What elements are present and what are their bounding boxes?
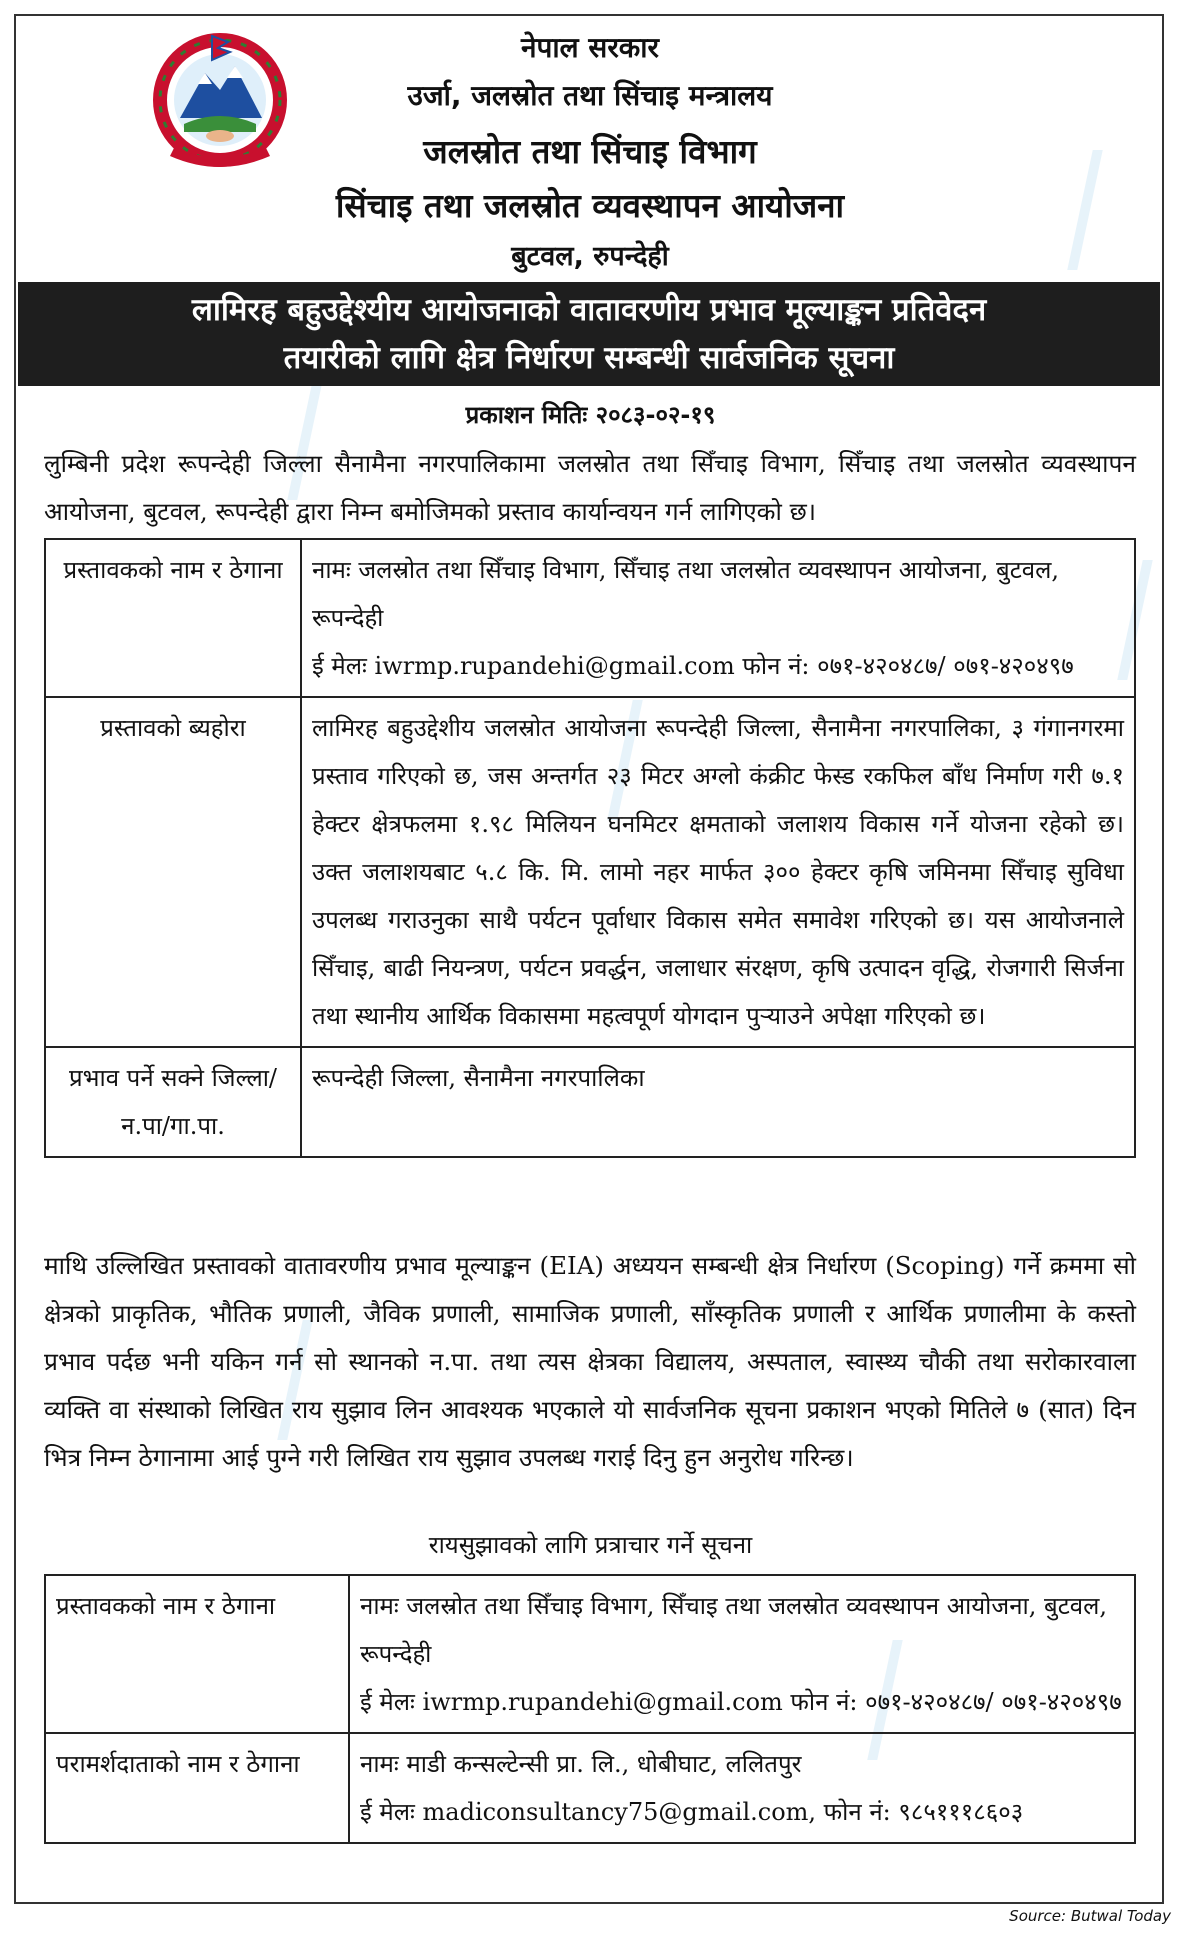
header-department: जलस्रोत तथा सिंचाइ विभाग [423,132,757,171]
row-label: परामर्शदाताको नाम र ठेगाना [45,1733,349,1843]
table-row [45,539,1135,697]
intro-paragraph: लुम्बिनी प्रदेश रूपन्देही जिल्ला सैनामैना नगरपालिकामा जलस्रोत तथा सिँचाइ विभाग, सिँचाइ तथा जलस्रोत व्यवस्थापन आयोजना, बुटवल, रूपन्देही द्वारा निम्न बमोजिमको प्रस्ताव कार्यान्वयन गर्न लागिएको छ। [44,449,1136,526]
row-label: प्रस्तावको ब्यहोरा [45,697,301,1047]
proposal-table [44,538,1136,1158]
notice-title-line1: लामिरह बहुउद्देश्यीय आयोजनाको वातावरणीय प्रभाव मूल्याङ्कन प्रतिवेदन [191,292,987,328]
header-location: बुटवल, रुपन्देही [511,241,669,272]
notice-title-banner [18,282,1160,386]
table-row [45,1575,1135,1733]
row-value [349,1733,1135,1843]
publication-date: प्रकाशन मितिः २०८३-०२-१९ [465,401,716,429]
table-row [45,1733,1135,1843]
row-label: प्रभाव पर्ने सक्ने जिल्ला/न.पा/गा.पा. [45,1047,301,1157]
notice-title-line2: तयारीको लागि क्षेत्र निर्धारण सम्बन्धी सार्वजनिक सूचना [283,340,895,376]
row-value [301,1047,1135,1157]
proponent-contact: ई मेलः iwrmp.rupandehi@gmail.com फोन नं: ०७१-४२०४८७/ ०७१-४२०४९७ [360,1688,1122,1716]
header-project: सिंचाइ तथा जलस्रोत व्यवस्थापन आयोजना [335,186,845,225]
proponent-name: नामः जलस्रोत तथा सिँचाइ विभाग, सिँचाइ तथा जलस्रोत व्यवस्थापन आयोजना, बुटवल, रूपन्देही [360,1592,1108,1668]
row-label: प्रस्तावकको नाम र ठेगाना [45,539,301,697]
proposal-description: लामिरह बहुउद्देशीय जलस्रोत आयोजना रूपन्देही जिल्ला, सैनामैना नगरपालिका, ३ गंगानगरमा प्रस्ताव गरिएको छ, जस अन्तर्गत २३ मिटर अग्लो कंक्रीट फेस्ड रकफिल बाँध निर्माण गरी ७.१ हेक्टर क्षेत्रफलमा १.९८ मिलियन घनमिटर क्षमताको जलाशय विकास गर्ने योजना रहेको छ। उक्त जलाशयबाट ५.८ कि. मि. लामो नहर मार्फत ३०० हेक्टर कृषि जमिनमा सिँचाइ सुविधा उपलब्ध गराउनुका साथै पर्यटन पूर्वाधार विकास समेत समावेश गरिएको छ। यस आयोजनाले सिँचाइ, बाढी नियन्त्रण, पर्यटन प्रवर्द्धन, जलाधार संरक्षण, कृषि उत्पादन वृद्धि, रोजगारी सिर्जना तथा स्थानीय आर्थिक विकासमा महत्वपूर्ण योगदान पुऱ्याउने अपेक्षा गरिएको छ। [312,714,1124,1030]
body-paragraph: माथि उल्लिखित प्रस्तावको वातावरणीय प्रभाव मूल्याङ्कन (EIA) अध्ययन सम्बन्धी क्षेत्र निर्धारण (Scoping) गर्ने क्रममा सो क्षेत्रको प्राकृतिक, भौतिक प्रणाली, जैविक प्रणाली, सामाजिक प्रणाली, साँस्कृतिक प्रणाली र आर्थिक प्रणालीमा के कस्तो प्रभाव पर्दछ भनी यकिन गर्न सो स्थानको न.पा. तथा त्यस क्षेत्रका विद्यालय, अस्पताल, स्वास्थ्य चौकी तथा सरोकारवाला व्यक्ति वा संस्थाको लिखित राय सुझाव लिन आवश्यक भएकाले यो सार्वजनिक सूचना प्रकाशन भएको मितिले ७ (सात) दिन भित्र निम्न ठेगानामा आई पुग्ने गरी लिखित राय सुझाव उपलब्ध गराई दिनु हुन अनुरोध गरिन्छ। [44,1251,1136,1472]
affected-area: रूपन्देही जिल्ला, सैनामैना नगरपालिका [312,1064,645,1092]
consultant-name: नामः माडी कन्सल्टेन्सी प्रा. लि., धोबीघाट, ललितपुर [360,1750,802,1778]
table-row [45,1047,1135,1157]
row-value [301,539,1135,697]
correspondence-caption: रायसुझावको लागि प्रत्राचार गर्ने सूचना [428,1531,753,1559]
row-value [349,1575,1135,1733]
header-ministry: उर्जा, जलस्रोत तथा सिंचाइ मन्त्रालय [407,79,773,112]
proponent-name: नामः जलस्रोत तथा सिँचाइ विभाग, सिँचाइ तथा जलस्रोत व्यवस्थापन आयोजना, बुटवल, रूपन्देही [312,556,1060,632]
header-government: नेपाल सरकार [520,31,660,64]
contact-table [44,1574,1136,1844]
source-credit: Source: Butwal Today [1009,1907,1171,1925]
consultant-contact: ई मेलः madiconsultancy75@gmail.com, फोन नं: ९८५१११८६०३ [360,1798,1024,1826]
row-label: प्रस्तावकको नाम र ठेगाना [45,1575,349,1733]
row-value [301,697,1135,1047]
proponent-contact: ई मेलः iwrmp.rupandehi@gmail.com फोन नं: ०७१-४२०४८७/ ०७१-४२०४९७ [312,652,1074,680]
table-row [45,697,1135,1047]
